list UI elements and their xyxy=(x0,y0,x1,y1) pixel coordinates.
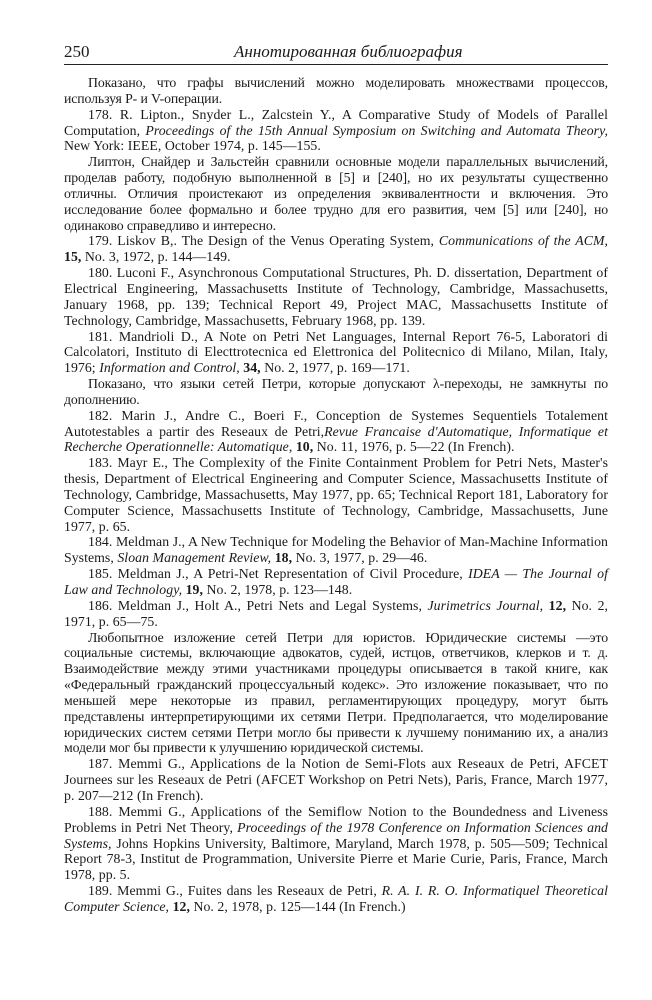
bibliography-entry-189: 189. Memmi G., Fuites dans les Reseaux de Petri, R. A. I. R. O. Informatiquel Theoretical Computer Science, 12, No. 2, 1978, p. 125—144 (In French.) xyxy=(64,883,609,914)
bibliography-entry-181: 181. Mandrioli D., A Note on Petri Net Languages, Internal Report 76-5, Laboratori di Calcolatori, Instituto di Electtrotecnica ed Elettronica del Politecnico di Milano, Milan, Italy, 1976; Information and Control, 34, No. 2, 1977, p. 169—171. xyxy=(64,328,608,376)
bibliography-entry-180: 180. Luconi F., Asynchronous Computational Structures, Ph. D. dissertation, Department of Electrical Engineering, Massachusetts Institute of Technology, Cambridge, Massachusetts, January 1968, pp. 139; Technical Report 49, Project MAC, Massachusetts Institute of Technology, Cambridge, Massachusetts, February 1968, pp. 139. xyxy=(64,265,609,328)
annotation-paragraph: Липтон, Снайдер и Зальстейн сравнили основные модели параллельных вычислений, проделав работу, подобную выполненной в [5] и [240], но их результаты существенно отличны. Отличия проистекают из определения эквивалентности и включения. Это исследование более формально и более трудно для его развития, чем [5] или [240], но одинаково справедливо и интересно. xyxy=(64,154,608,233)
page-number: 250 xyxy=(64,42,90,61)
bibliography-entry-188: 188. Memmi G., Applications of the Semiflow Notion to the Boundedness and Liveness Problems in Petri Net Theory, Proceedings of the 1978 Conference on Information Sciences and Systems, Johns Hopkins University, Baltimore, Maryland, March 1978, p. 505—509; Technical Report 78-3, Institut de Programmation, Universite Pierre et Marie Curie, Paris, France, March 1978, pp. 5. xyxy=(64,803,609,883)
running-title: Аннотированная библиография xyxy=(234,42,463,61)
bibliography-entry-178: 178. R. Lipton., Snyder L., Zalcstein Y., A Comparative Study of Models of Parallel Computation, Proceedings of the 15th Annual Symposium on Switching and Automata Theory, New York: IEEE, October 1974, p. 145—155. xyxy=(64,106,608,154)
book-page xyxy=(64,42,608,915)
bibliography-entry-186: 186. Meldman J., Holt A., Petri Nets and Legal Systems, Jurimetrics Journal, 12, No. 2, 1971, p. 65—75. xyxy=(64,597,609,629)
page-header xyxy=(64,42,608,65)
annotation-paragraph: Показано, что графы вычислений можно моделировать множествами процессов, используя P- и V-операции. xyxy=(64,75,608,106)
bibliography-entry-183: 183. Mayr E., The Complexity of the Finite Containment Problem for Petri Nets, Master's thesis, Department of Electrical Engineering and Computer Science, Massachusetts Institute of Technology, Cambridge, Massachusetts, May 1977, pp. 65; Technical Report 181, Laboratory for Computer Science, Massachusetts Institute of Technology, Cambridge, Massachusetts, June 1977, p. 65. xyxy=(64,455,609,534)
bibliography-entry-182: 182. Marin J., Andre C., Boeri F., Conception de Systemes Sequentiels Totalement Autotestables a partir des Reseaux de Petri,Revue Francaise d'Automatique, Informatique et Recherche Operationnelle: Automatique, 10, No. 11, 1976, p. 5—22 (In French). xyxy=(64,407,608,455)
annotation-paragraph: Любопытное изложение сетей Петри для юристов. Юридические системы —это социальные системы, включающие адвокатов, судей, истцов, ответчиков, клерков и т. д. Взаимодействие между этими участниками процедуры описывается в такой книге, как «Федеральный гражданский процессуальный кодекс». Это изложение показывает, что по меньшей мере некоторые из правил, регламентирующих процедуру, могут быть представлены интерпретирующими их сетями Петри. Предполагается, что моделирование юридических систем сетями Петри могло бы привести к лучшему пониманию их, а анализ модели мог бы привести к улучшению юридической системы. xyxy=(64,629,608,756)
annotation-paragraph: Показано, что языки сетей Петри, которые допускают λ-переходы, не замкнуты по дополнению. xyxy=(64,376,608,407)
bibliography-entry-185: 185. Meldman J., A Petri-Net Representation of Civil Procedure, IDEA — The Journal of Law and Technology, 19, No. 2, 1978, p. 123—148. xyxy=(64,566,608,597)
bibliography-body xyxy=(64,75,608,915)
bibliography-entry-179: 179. Liskov B,. The Design of the Venus Operating System, Communications of the ACM, 15, No. 3, 1972, p. 144—149. xyxy=(64,233,609,265)
bibliography-entry-187: 187. Memmi G., Applications de la Notion de Semi-Flots aux Reseaux de Petri, AFCET Journees sur les Reseaux de Petri (AFCET Workshop on Petri Nets), Paris, France, March 1977, p. 207—212 (In French). xyxy=(64,756,608,803)
bibliography-entry-184: 184. Meldman J., A New Technique for Modeling the Behavior of Man-Machine Information Systems, Sloan Management Review, 18, No. 3, 1977, p. 29—46. xyxy=(64,534,608,566)
